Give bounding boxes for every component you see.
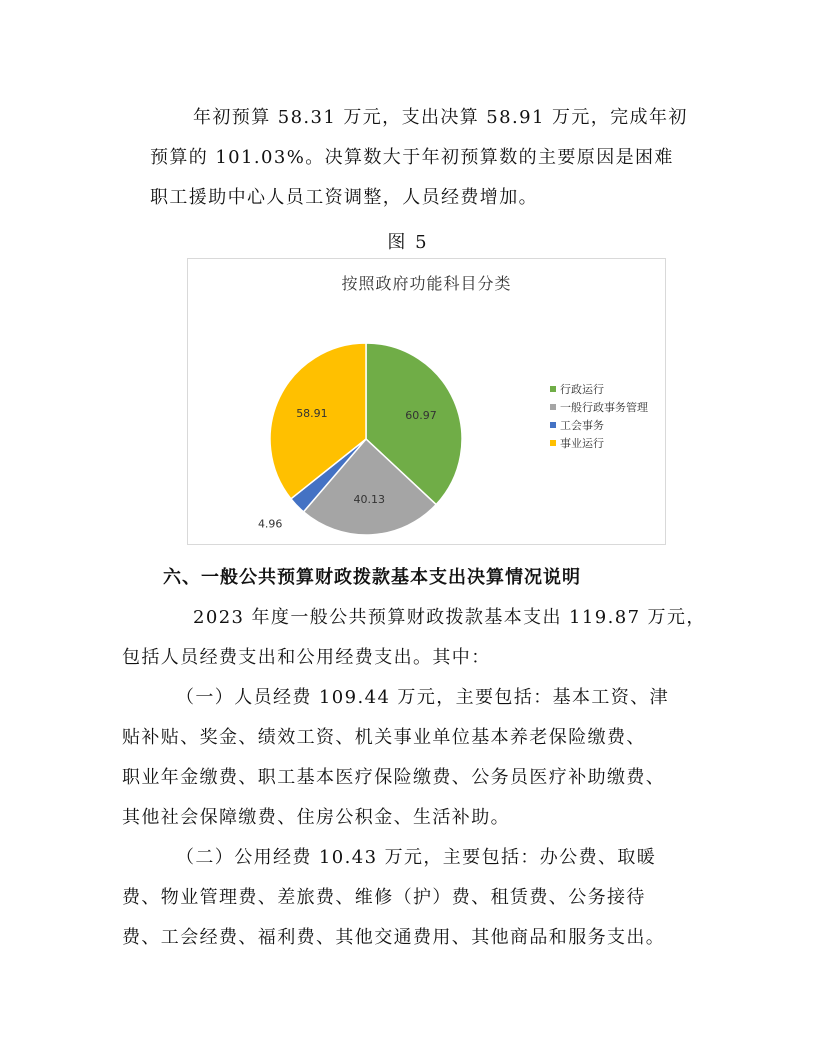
section-heading: 六、一般公共预算财政拨款基本支出决算情况说明: [163, 567, 581, 588]
data-label-institution-operation: 58.91: [296, 406, 328, 420]
legend-swatch: [550, 386, 556, 392]
chart-legend: [550, 380, 648, 452]
legend-label: 行政运行: [560, 383, 604, 396]
legend-item-admin-operation: [550, 380, 648, 398]
legend-label: 事业运行: [560, 437, 604, 450]
data-label-general-admin-affairs: 40.13: [353, 492, 386, 506]
chart-title: 按照政府功能科目分类: [341, 274, 512, 293]
paragraph-line: （二）公用经费 10.43 万元，主要包括：办公费、取暖: [176, 847, 657, 868]
paragraph-line: 贴补贴、奖金、绩效工资、机关事业单位基本养老保险缴费、: [122, 727, 646, 748]
paragraph-line: 费、物业管理费、差旅费、维修（护）费、租赁费、公务接待: [122, 887, 646, 908]
legend-label: 一般行政事务管理: [560, 401, 648, 414]
paragraph-line: 职工援助中心人员工资调整，人员经费增加。: [150, 187, 538, 208]
paragraph-line: 预算的 101.03%。决算数大于年初预算数的主要原因是困难: [150, 147, 674, 168]
legend-swatch: [550, 440, 556, 446]
paragraph-line: （一）人员经费 109.44 万元，主要包括：基本工资、津: [176, 687, 670, 708]
paragraph-line: 其他社会保障缴费、住房公积金、生活补助。: [122, 807, 510, 828]
data-label-admin-operation: 60.97: [405, 409, 437, 423]
pie-chart: [187, 258, 666, 545]
paragraph-line: 包括人员经费支出和公用经费支出。其中：: [122, 647, 491, 668]
figure-caption: 图 5: [387, 232, 429, 253]
paragraph-line: 职业年金缴费、职工基本医疗保险缴费、公务员医疗补助缴费、: [122, 767, 666, 788]
paragraph-line: 2023 年度一般公共预算财政拨款基本支出 119.87 万元，: [193, 607, 706, 628]
legend-swatch: [550, 422, 556, 428]
data-label-union-affairs: 4.96: [257, 517, 283, 531]
legend-swatch: [550, 404, 556, 410]
legend-item-institution-operation: [550, 434, 648, 452]
paragraph-line: 费、工会经费、福利费、其他交通费用、其他商品和服务支出。: [122, 927, 666, 948]
legend-label: 工会事务: [560, 419, 604, 432]
legend-item-general-admin-affairs: [550, 398, 648, 416]
legend-item-union-affairs: [550, 416, 648, 434]
paragraph-line: 年初预算 58.31 万元，支出决算 58.91 万元，完成年初: [193, 107, 688, 128]
